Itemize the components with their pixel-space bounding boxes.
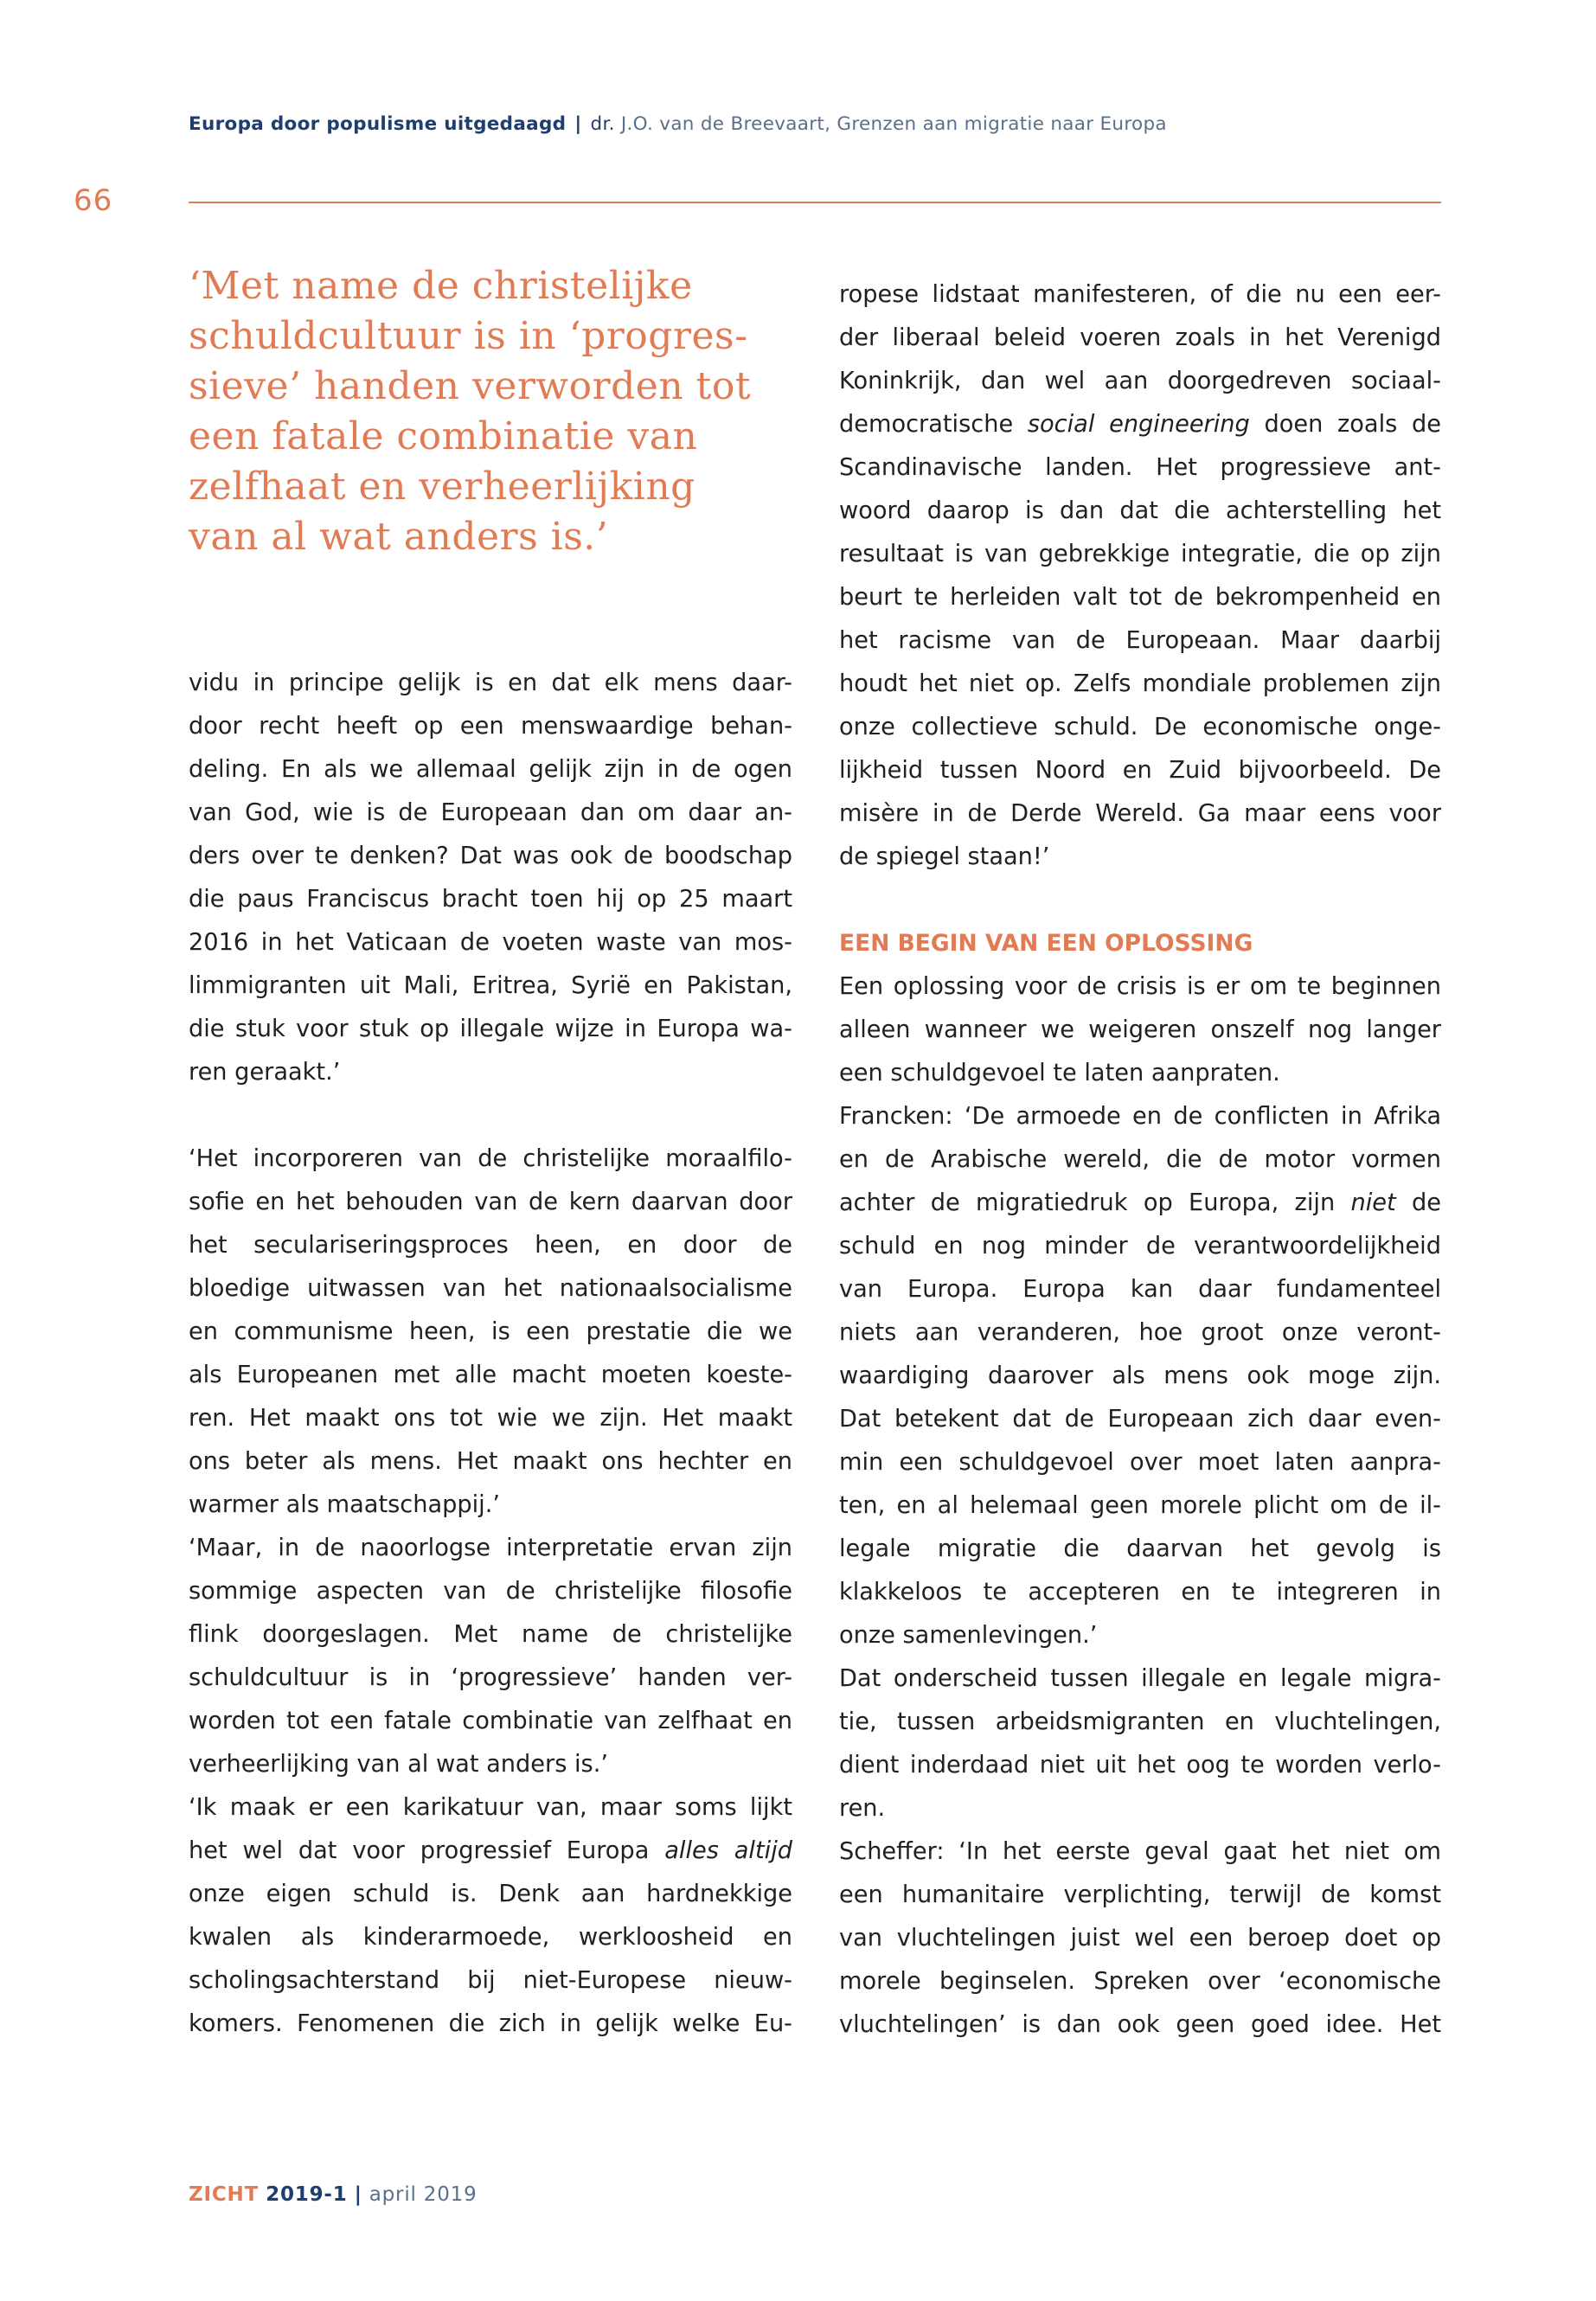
text-line: tie, tussen arbeidsmigranten en vluchtelingen, (839, 1708, 1441, 1735)
text-run: achter de migratiedruk op Europa, zijn (839, 1189, 1351, 1216)
text-line: ‘Maar, in de naoorlogse interpretatie ervan zijn (189, 1535, 792, 1561)
text-line: dient inderdaad niet uit het oog te worden verlo- (839, 1752, 1441, 1779)
text-line: ren geraakt.’ (189, 1059, 341, 1086)
text-line: scholingsachterstand bij niet-Europese nieuw- (189, 1967, 792, 1994)
paragraph (189, 1527, 792, 1786)
text-line: Scheffer: ‘In het eerste geval gaat het niet om (839, 1838, 1441, 1865)
text-line: klakkeloos te accepteren en te integreren in (839, 1579, 1441, 1606)
text-line (839, 403, 1441, 446)
text-line: vluchtelingen’ is dan ook geen goed idee. Het (839, 2011, 1441, 2038)
page-number: 66 (74, 183, 113, 218)
paragraph-gap (839, 879, 1441, 922)
text-line: houdt het niet op. Zelfs mondiale problemen zijn (839, 670, 1441, 697)
text-line: van vluchtelingen juist wel een beroep doet op (839, 1925, 1441, 1952)
header-separator: | (574, 113, 582, 135)
text-line: limmigranten uit Mali, Eritrea, Syrië en Pakistan, (189, 972, 792, 999)
footer-date: april 2019 (369, 2183, 478, 2206)
text-line: der liberaal beleid voeren zoals in het Verenigd (839, 324, 1441, 351)
text-line: onze collectieve schuld. De economische onge- (839, 714, 1441, 740)
text-line: een humanitaire verplichting, terwijl de komst (839, 1881, 1441, 1908)
emphasis: niet (1350, 1189, 1396, 1216)
text-line: Scandinavische landen. Het progressieve ant- (839, 454, 1441, 481)
footer-issue: 2019-1 (266, 2183, 348, 2206)
pull-quote-line: ‘Met name de christelijke (189, 264, 693, 308)
footer-magazine-name: ZICHT (189, 2183, 260, 2206)
text-line: vidu in principe gelijk is en dat elk mens daar- (189, 670, 792, 696)
running-header (189, 113, 1167, 135)
paragraph (839, 1830, 1441, 2047)
text-line: alleen wanneer we weigeren onszelf nog langer (839, 1016, 1441, 1043)
text-line (189, 1830, 792, 1873)
text-line: legale migratie die daarvan het gevolg is (839, 1535, 1441, 1562)
running-footer (189, 2183, 478, 2206)
footer-separator: | (354, 2183, 362, 2206)
header-rule (189, 202, 1441, 203)
text-line: worden tot een fatale combinatie van zelfhaat en (189, 1708, 792, 1734)
pull-quote-line: van al wat anders is.’ (189, 515, 609, 559)
text-line: en communisme heen, is een prestatie die we (189, 1318, 792, 1345)
paragraph (839, 273, 1441, 879)
text-line: 2016 in het Vaticaan de voeten waste van mos- (189, 929, 792, 956)
text-line: sofie en het behouden van de kern daarvan door (189, 1189, 792, 1215)
text-line: warmer als maatschappij.’ (189, 1491, 501, 1518)
text-line: bloedige uitwassen van het nationaalsocialisme (189, 1275, 792, 1302)
emphasis: social engineering (1027, 411, 1250, 438)
text-line: waardiging daarover als mens ook moge zijn. (839, 1362, 1441, 1389)
text-run: het wel dat voor progressief Europa (189, 1837, 665, 1864)
text-line: lijkheid tussen Noord en Zuid bijvoorbeeld. De (839, 757, 1441, 784)
text-line: deling. En als we allemaal gelijk zijn in de ogen (189, 756, 792, 783)
text-run: doen zoals de (1249, 411, 1441, 438)
pull-quote-line: schuldcultuur is in ‘progres- (189, 314, 748, 358)
text-line: van Europa. Europa kan daar fundamenteel (839, 1276, 1441, 1303)
left-column (189, 662, 792, 2046)
text-line: ders over te denken? Dat was ook de boodschap (189, 843, 792, 869)
paragraph (839, 1657, 1441, 1830)
text-line: misère in de Derde Wereld. Ga maar eens voor (839, 800, 1441, 827)
header-author-title: J.O. van de Breevaart, Grenzen aan migratie naar Europa (620, 113, 1167, 135)
text-line: resultaat is van gebrekkige integratie, die op zijn (839, 541, 1441, 567)
text-line: flink doorgeslagen. Met name de christelijke (189, 1621, 792, 1648)
pull-quote-line: sieve’ handen verworden tot (189, 364, 751, 408)
text-line: Francken: ‘De armoede en de conflicten in Afrika (839, 1103, 1441, 1130)
text-line: Dat onderscheid tussen illegale en legale migra- (839, 1665, 1441, 1692)
text-line: morele beginselen. Spreken over ‘economische (839, 1968, 1441, 1995)
right-column (839, 273, 1441, 2047)
text-line: Koninkrijk, dan wel aan doorgedreven sociaal- (839, 368, 1441, 394)
text-line: onze eigen schuld is. Denk aan hardnekkige (189, 1881, 792, 1907)
emphasis: alles altijd (664, 1837, 793, 1864)
paragraph (839, 965, 1441, 1095)
pull-quote-line: zelfhaat en verheerlijking (189, 465, 695, 509)
text-line: het racisme van de Europeaan. Maar daarbij (839, 627, 1441, 654)
text-line: schuldcultuur is in ‘progressieve’ handen ver- (189, 1664, 792, 1691)
paragraph (189, 1786, 792, 2046)
text-line: ren. Het maakt ons tot wie we zijn. Het maakt (189, 1405, 792, 1432)
text-line: ren. (839, 1795, 886, 1822)
paragraph (839, 1095, 1441, 1657)
pull-quote (189, 261, 794, 562)
text-line: woord daarop is dan dat die achterstelling het (839, 497, 1441, 524)
text-run: de (1395, 1189, 1441, 1216)
header-author-prefix: dr. (590, 113, 615, 135)
text-line: ‘Het incorporeren van de christelijke moraalfilo- (189, 1145, 792, 1172)
text-line: ons beter als mens. Het maakt ons hechter en (189, 1448, 792, 1475)
text-line: beurt te herleiden valt tot de bekrompenheid en (839, 584, 1441, 611)
text-line: min een schuldgevoel over moet laten aanpra- (839, 1449, 1441, 1476)
paragraph (189, 1138, 792, 1527)
text-line: en de Arabische wereld, die de motor vormen (839, 1146, 1441, 1173)
text-line: als Europeanen met alle macht moeten koeste- (189, 1362, 792, 1388)
text-line: die paus Franciscus bracht toen hij op 25 maart (189, 886, 792, 913)
text-line: ropese lidstaat manifesteren, of die nu een eer- (839, 281, 1441, 308)
text-line: door recht heeft op een menswaardige behan- (189, 713, 792, 740)
paragraph-gap (189, 1094, 792, 1138)
text-line: verheerlijking van al wat anders is.’ (189, 1751, 609, 1778)
text-line: kwalen als kinderarmoede, werkloosheid en (189, 1924, 792, 1951)
text-line: ‘Ik maak er een karikatuur van, maar soms lijkt (189, 1794, 792, 1821)
text-line: de spiegel staan!’ (839, 843, 1050, 870)
text-line: Dat betekent dat de Europeaan zich daar even- (839, 1406, 1441, 1433)
paragraph (189, 662, 792, 1094)
text-line: niets aan veranderen, hoe groot onze veront- (839, 1319, 1441, 1346)
text-line: Een oplossing voor de crisis is er om te beginnen (839, 973, 1441, 1000)
text-line: een schuldgevoel te laten aanpraten. (839, 1060, 1280, 1086)
text-line: sommige aspecten van de christelijke filosofie (189, 1578, 792, 1605)
text-line (839, 1182, 1441, 1225)
text-line: onze samenlevingen.’ (839, 1622, 1098, 1649)
text-line: schuld en nog minder de verantwoordelijkheid (839, 1233, 1441, 1259)
text-line: het seculariseringsproces heen, en door de (189, 1232, 792, 1259)
text-line: van God, wie is de Europeaan dan om daar an- (189, 799, 792, 826)
header-series-title: Europa door populisme uitgedaagd (189, 113, 567, 135)
section-heading: EEN BEGIN VAN EEN OPLOSSING (839, 930, 1253, 957)
text-run: democratische (839, 411, 1028, 438)
pull-quote-line: een fatale combinatie van (189, 414, 698, 458)
text-line: ten, en al helemaal geen morele plicht om de il- (839, 1492, 1441, 1519)
text-line: komers. Fenomenen die zich in gelijk welke Eu- (189, 2010, 792, 2037)
text-line: die stuk voor stuk op illegale wijze in Europa wa- (189, 1016, 792, 1042)
